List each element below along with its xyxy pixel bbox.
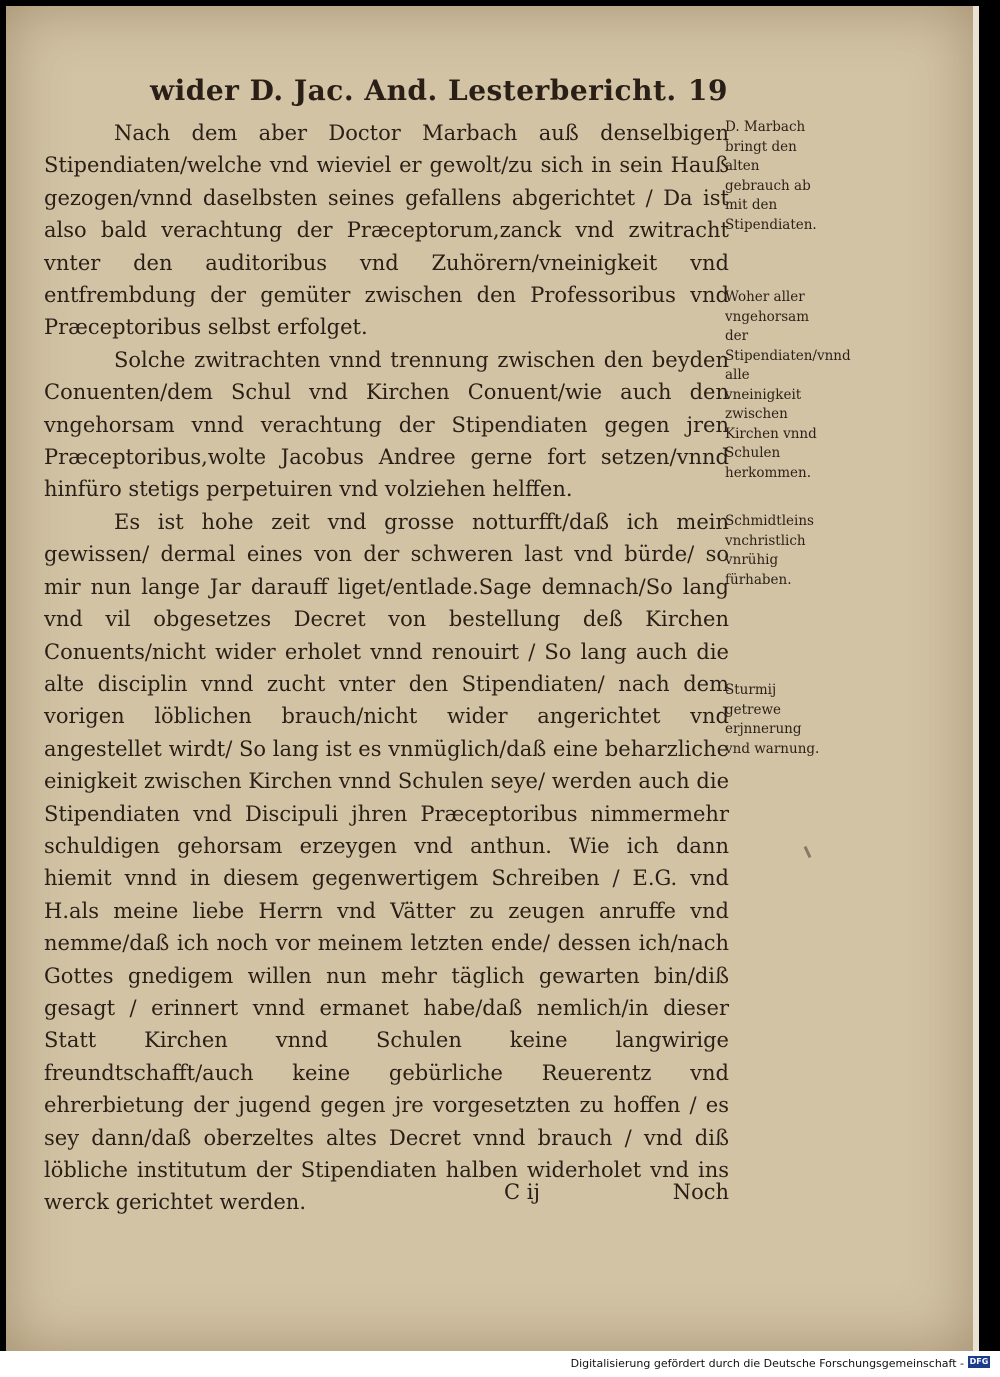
page-header (150, 74, 728, 107)
marginal-note-2: Woher aller vngehorsam der Stipendiaten/vnnd alle vneinigkeit zwischen Kirchen vnnd Schulen herkommen. (725, 289, 851, 481)
marginal-note-4: Sturmij getrewe erjnnerung vnd warnung. (725, 682, 820, 757)
funding-credit: Digitalisierung gefördert durch die Deutsche Forschungsgemeinschaft - (570, 1357, 964, 1370)
dfg-logo-icon: DFG (969, 1357, 989, 1366)
paragraph-1: Nach dem aber Doctor Marbach auß denselbigen Stipendiaten/welche vnd wieviel er gewolt/zu sich in sein Hauß gezogen/vnnd daselbsten seines gefallens abgerichtet / Da ist also bald verachtung der Præceptorum,zanck vnd zwitracht vnter den auditoribus vnd Zuhörern/vneinigkeit vnd entfrembdung der gemüter zwischen den Professoribus vnd Præceptoribus selbst erfolget. (44, 121, 729, 340)
paragraph-2: Solche zwitrachten vnnd trennung zwischen den beyden Conuenten/dem Schul vnd Kirchen Conuent/wie auch den vngehorsam vnnd verachtung der Stipendiaten gegen jren Præceptoribus,wolte Jacobus Andree gerne fort setzen/vnnd hinfüro stetigs perpetuiren vnd volziehen helffen. (44, 347, 729, 502)
marginal-note-1: D. Marbach bringt den alten gebrauch ab mit den Stipendiaten. (725, 119, 817, 233)
page-edge (973, 6, 979, 1351)
catchword: Noch (672, 1180, 729, 1204)
signature-mark: C ij (504, 1180, 540, 1204)
marginal-note-3: Schmidtleins vnchristlich vnrühig fürhaben. (725, 513, 814, 588)
running-title: wider D. Jac. And. Lesterbericht. (150, 74, 677, 107)
paragraph-3: Es ist hohe zeit vnd grosse notturfft/daß ich mein gewissen/ dermal eines von der schweren last vnd bürde/ so mir nun lange Jar darauff liget/entlade.Sage demnach/So lang vnd vil obgesetzes Decret von bestellung deß Kirchen Conuents/nicht wider erholet vnnd renouirt / So lang auch die alte disciplin vnnd zucht vnter den Stipendiaten/ nach dem vorigen löblichen brauch/nicht wider angerichtet vnd angestellet wirdt/ So lang ist es vnmüglich/daß eine beharzliche einigkeit zwischen Kirchen vnnd Schulen seye/ werden auch die Stipendiaten vnd Discipuli jhren Præceptoribus nimmermehr schuldigen gehorsam erzeygen vnd anthun. Wie ich dann hiemit vnnd in diesem gegenwertigem Schreiben / E.G. vnd H.als meine liebe Herrn vnd Vätter zu zeugen anruffe vnd nemme/daß ich noch vor meinem letzten ende/ dessen ich/nach Gottes gnedigem willen nun mehr täglich gewarten bin/diß gesagt / erinnert vnnd ermanet habe/daß nemlich/in dieser Statt Kirchen vnnd Schulen keine langwirige freundtschafft/auch keine gebürliche Reuerentz vnd ehrerbietung der jugend gegen jre vorgesetzten zu hoffen / es sey dann/daß oberzeltes altes Decret vnnd brauch / vnd diß löbliche institutum der Stipendiaten halben widerholet vnd ins werck gerichtet werden. (44, 509, 729, 1215)
folio-number: 19 (688, 74, 728, 107)
body-text (44, 117, 729, 1219)
